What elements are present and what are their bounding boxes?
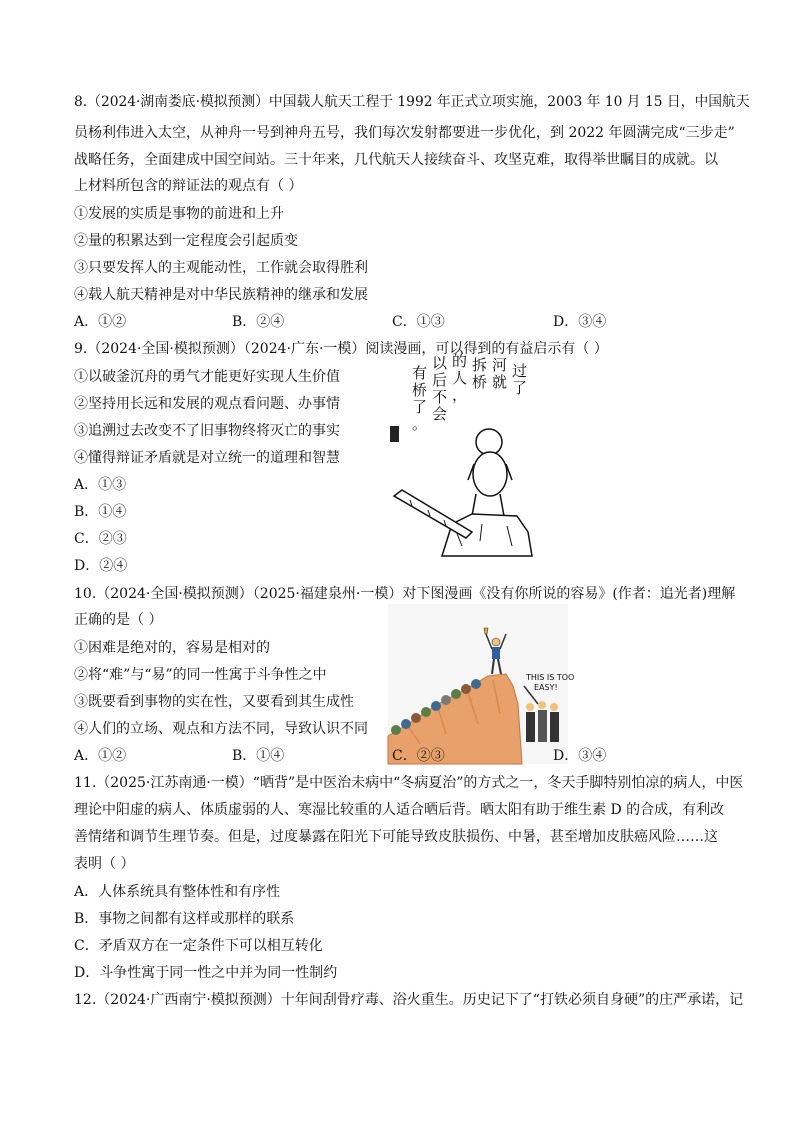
q11-stem-line-2: 理论中阳虚的病人、体质虚弱的人、寒湿比较重的人适合晒后背。晒太阳有助于维生素 D 的合成，有利改 bbox=[74, 802, 725, 818]
cartoon-caption-col-6: 有桥了。 bbox=[412, 364, 428, 433]
q8-stem-line-2: 员杨利伟进入太空，从神舟一号到神舟五号，我们每次发射都要进一步优化，到 2022 年圆满完成“三步走” bbox=[74, 125, 735, 141]
cartoon-caption-col-3: 拆桥 bbox=[472, 356, 488, 391]
q10-cartoon-image bbox=[388, 604, 575, 764]
q9-statement-2: ②坚持用长远和发展的观点看问题、办事情 bbox=[74, 396, 340, 412]
q10-cartoon-speech-2: EASY! bbox=[534, 683, 558, 692]
q11-option-a[interactable]: A．人体系统具有整体性和有序性 bbox=[74, 884, 281, 900]
q11-option-b[interactable]: B．事物之间都有这样或那样的联系 bbox=[74, 911, 295, 927]
q10-option-d[interactable]: D．③④ bbox=[553, 748, 607, 764]
q8-stem-line-3: 战略任务，全面建成中国空间站。三十年来，几代航天人接续奋斗、攻坚克难，取得举世瞩目的成就。以 bbox=[74, 152, 718, 168]
q9-option-b[interactable]: B．①④ bbox=[74, 504, 127, 520]
q8-stem-line-4: 上材料所包含的辩证法的观点有（ ） bbox=[74, 178, 303, 194]
cartoon-caption-col-1: 过了 bbox=[512, 362, 528, 397]
q8-statement-3: ③只要发挥人的主观能动性，工作就会取得胜利 bbox=[74, 260, 368, 276]
q11-option-c[interactable]: C．矛盾双方在一定条件下可以相互转化 bbox=[74, 938, 323, 954]
q8-option-a[interactable]: A．①② bbox=[74, 314, 127, 330]
cartoon-caption-col-4: 的人， bbox=[452, 352, 468, 404]
q8-option-b[interactable]: B．②④ bbox=[232, 314, 285, 330]
q10-stem-line-2: 正确的是（ ） bbox=[74, 612, 163, 628]
q10-statement-3: ③既要看到事物的实在性，又要看到其生成性 bbox=[74, 694, 354, 710]
q11-stem-line-3: 善情绪和调节生理节奏。但是，过度暴露在阳光下可能导致皮肤损伤、中暑，甚至增加皮肤癌风险……这 bbox=[74, 829, 718, 845]
q8-option-d[interactable]: D．③④ bbox=[553, 314, 607, 330]
q8-statement-1: ①发展的实质是事物的前进和上升 bbox=[74, 206, 284, 222]
q11-option-d[interactable]: D．斗争性寓于同一性之中并为同一性制约 bbox=[74, 965, 338, 981]
q8-stem-line-1: 8.（2024·湖南娄底·模拟预测）中国载人航天工程于 1992 年正式立项实施，2003 年 10 月 15 日，中国航天 bbox=[74, 94, 750, 110]
cartoon-caption-col-2: 河就 bbox=[492, 356, 508, 391]
q11-stem-line-4: 表明（ ） bbox=[74, 856, 135, 872]
q10-statement-4: ④人们的立场、观点和方法不同，导致认识不同 bbox=[74, 721, 368, 737]
cartoon-caption-col-5: 以后不会 bbox=[432, 354, 448, 423]
q8-option-c[interactable]: C．①③ bbox=[392, 314, 445, 330]
q12-stem-line-1: 12.（2024·广西南宁·模拟预测）十年间刮骨疗毒、浴火重生。历史记下了“打铁必须自身硬”的庄严承诺，记 bbox=[74, 992, 744, 1008]
q10-option-a[interactable]: A．①② bbox=[74, 748, 127, 764]
q10-statement-1: ①困难是绝对的，容易是相对的 bbox=[74, 640, 270, 656]
q10-option-b[interactable]: B．①④ bbox=[232, 748, 285, 764]
q9-option-c[interactable]: C．②③ bbox=[74, 531, 127, 547]
q8-statement-4: ④载人航天精神是对中华民族精神的继承和发展 bbox=[74, 287, 368, 303]
q11-stem-line-1: 11.（2025·江苏南通·一模）“晒背”是中医治未病中“冬病夏治”的方式之一，冬天手脚特别怕凉的病人，中医 bbox=[74, 775, 744, 791]
q9-statement-1: ①以破釜沉舟的勇气才能更好实现人生价值 bbox=[74, 369, 340, 385]
q10-stem-line-1: 10.（2024·全国·模拟预测）（2025·福建泉州·一模）对下图漫画《没有你所说的容易》(作者：追光者)理解 bbox=[74, 586, 736, 602]
q9-statement-3: ③追溯过去改变不了旧事物终将灭亡的事实 bbox=[74, 423, 340, 439]
q10-cartoon-speech-1: THIS IS TOO bbox=[526, 673, 575, 682]
q9-cartoon-image bbox=[372, 352, 532, 556]
q9-option-d[interactable]: D．②④ bbox=[74, 558, 128, 574]
q9-option-a[interactable]: A．①③ bbox=[74, 477, 127, 493]
q10-option-c[interactable]: C．②③ bbox=[392, 748, 445, 764]
q10-statement-2: ②将“难”与“易”的同一性寓于斗争性之中 bbox=[74, 667, 327, 683]
q9-statement-4: ④懂得辩证矛盾就是对立统一的道理和智慧 bbox=[74, 450, 340, 466]
q9-stem: 9.（2024·全国·模拟预测）（2024·广东·一模）阅读漫画，可以得到的有益启示有（ ） bbox=[74, 341, 608, 357]
q8-statement-2: ②量的积累达到一定程度会引起质变 bbox=[74, 233, 298, 249]
